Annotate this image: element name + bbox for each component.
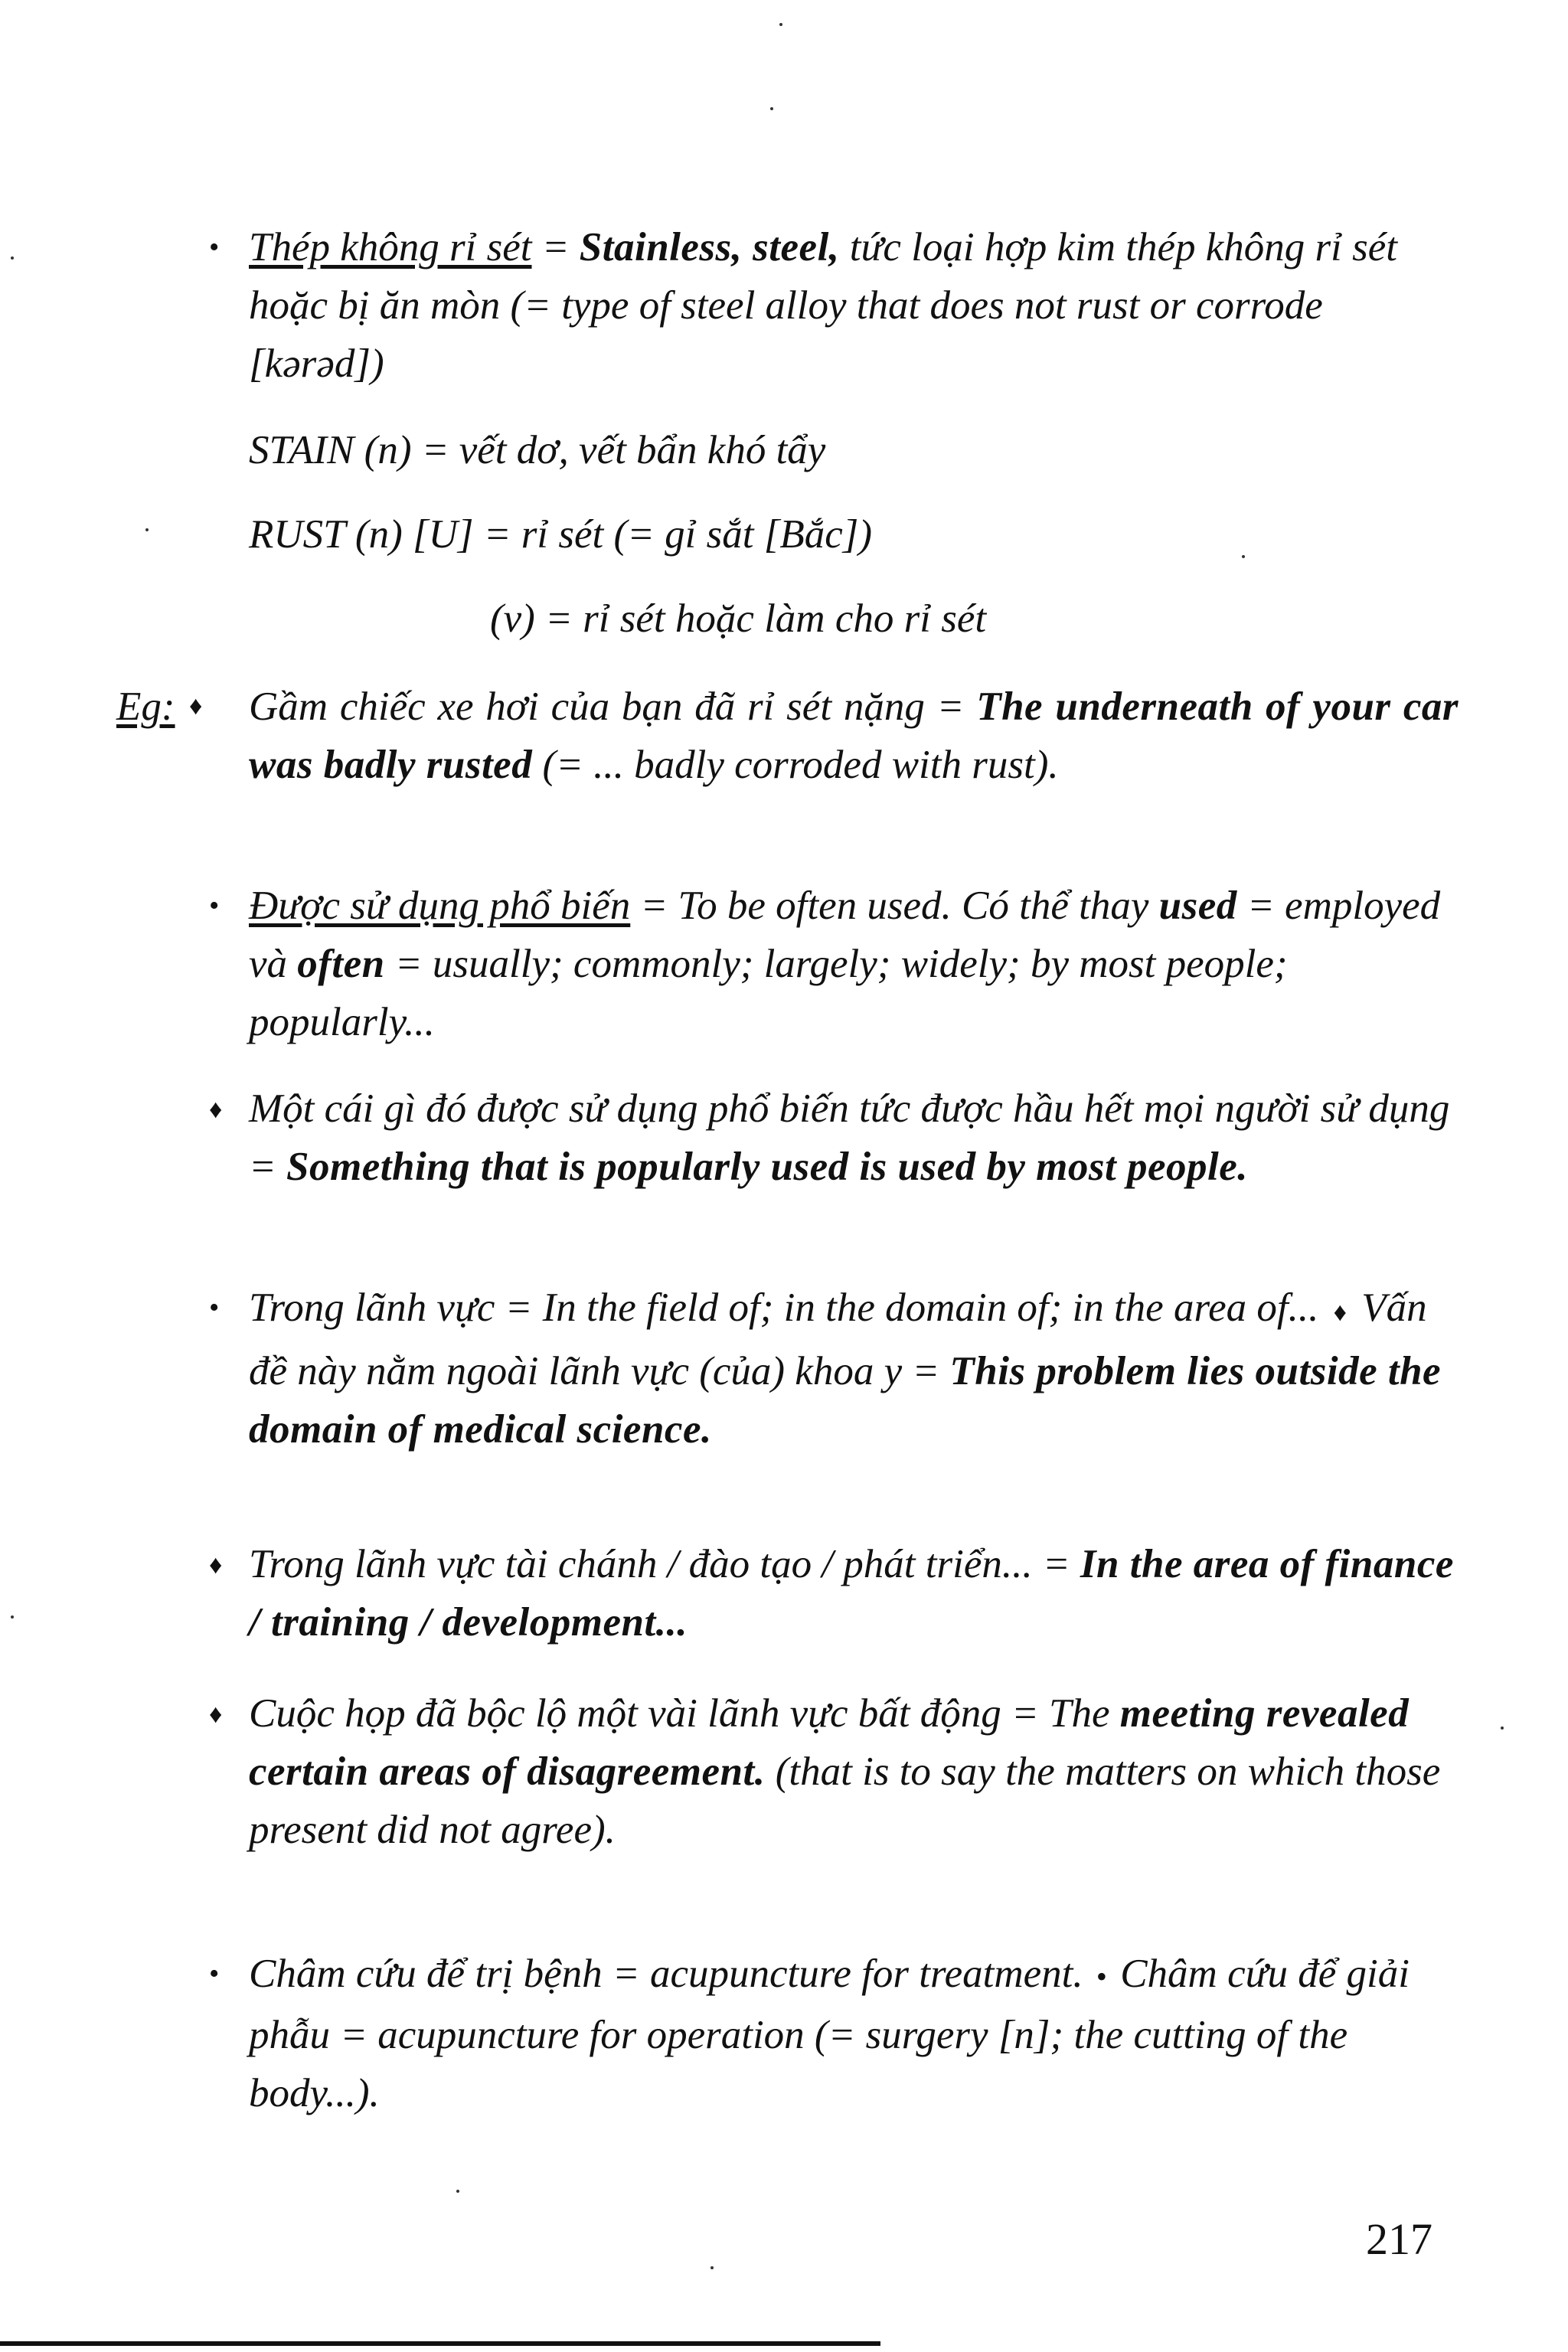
vietnamese-example: Cuộc họp đã bộc lộ một vài lãnh vực bất động = The [249, 1691, 1120, 1736]
definition-text: tức loại hợp kim thép không rỉ sét hoặc bị ăn mòn (= type of steel alloy that does not rust or corrode [kərəd]) [249, 225, 1397, 386]
bullet-icon: • [1096, 1959, 1107, 1994]
keyword-used: used [1158, 884, 1237, 928]
rust-verb-definition: (v) = rỉ sét hoặc làm cho rỉ sét [490, 596, 987, 641]
definition-text: = usually; commonly; largely; widely; by most people; popularly... [249, 942, 1288, 1044]
bullet-icon [209, 877, 219, 935]
english-example: The underneath of your car was badly rusted [249, 684, 1459, 787]
scan-speck [11, 1615, 14, 1619]
diamond-bullet-icon: ♦ [189, 692, 203, 720]
entry-popularly-used-example [249, 1080, 1459, 1196]
equals-sign: = [531, 225, 580, 270]
diamond-bullet-icon [209, 1535, 222, 1595]
vietnamese-example: Gầm chiếc xe hơi của bạn đã rỉ sét nặng = [249, 684, 977, 729]
entry-field-of [249, 1279, 1459, 1459]
scan-speck [710, 2266, 714, 2269]
example-note: (that is to say the matters on which those present did not agree). [249, 1749, 1441, 1852]
page-number: 217 [1366, 2214, 1432, 2264]
bullet-icon [209, 1279, 219, 1337]
english-example: meeting revealed certain areas of disagreement. [249, 1691, 1410, 1794]
entry-popularly-used [249, 877, 1459, 1051]
example-rust [249, 678, 1459, 794]
stain-definition: STAIN (n) = vết dơ, vết bẩn khó tẩy [249, 428, 826, 472]
scan-speck [1501, 1726, 1504, 1730]
english-example: Something that is popularly used is used by most people. [286, 1145, 1248, 1189]
scan-speck [11, 256, 14, 260]
entry-text [249, 1684, 1459, 1859]
definition-text: Trong lãnh vực = In the field of; in the domain of; in the area of... [249, 1285, 1319, 1330]
bullet-icon [209, 1945, 219, 2003]
entry-meeting-disagreement [249, 1684, 1459, 1859]
scan-speck [1242, 555, 1245, 558]
entry-text [249, 1279, 1459, 1459]
scan-speck [770, 107, 773, 110]
keyword-often: often [297, 942, 385, 986]
definition-text: = To be often used. Có thể thay [630, 884, 1159, 928]
diamond-bullet-icon [209, 1080, 222, 1139]
entry-text [249, 1080, 1459, 1196]
example-label: Eg: [116, 684, 175, 729]
vietnamese-term: Thép không rỉ sét [249, 225, 532, 270]
bottom-rule [0, 2341, 880, 2346]
diamond-bullet-icon [209, 1684, 222, 1744]
definition-text: Châm cứu để trị bệnh = acupuncture for treatment. [249, 1952, 1083, 1996]
vietnamese-example: Vấn đề này nằm ngoài lãnh vực (của) khoa y = [249, 1285, 1427, 1393]
english-term: Stainless, steel, [579, 225, 840, 270]
english-example: In the area of finance / training / development... [249, 1542, 1454, 1645]
entry-text [249, 678, 1459, 794]
rust-definition: RUST (n) [U] = rỉ sét (= gỉ sắt [Bắc]) [249, 512, 873, 557]
vietnamese-example: Một cái gì đó được sử dụng phổ biến tức được hầu hết mọi người sử dụng = [249, 1086, 1450, 1189]
scan-speck [145, 528, 149, 531]
definition-text: = employed và [249, 884, 1441, 986]
vietnamese-example: Trong lãnh vực tài chánh / đào tạo / phát triển... = [249, 1542, 1080, 1586]
entry-text [249, 1535, 1459, 1651]
entry-text [249, 877, 1459, 1051]
example-note: (= ... badly corroded with rust). [532, 743, 1059, 787]
bullet-icon [209, 218, 219, 276]
entry-stainless-steel [249, 218, 1459, 393]
scan-speck [456, 2190, 459, 2193]
vietnamese-term: Được sử dụng phổ biến [249, 884, 631, 928]
diamond-bullet-icon: ♦ [1333, 1298, 1347, 1327]
definition-text: Châm cứu để giải phẫu = acupuncture for operation (= surgery [n]; the cutting of the body...). [249, 1952, 1410, 2115]
entry-area-of-finance [249, 1535, 1459, 1651]
entry-text [249, 1945, 1459, 2122]
english-example: This problem lies outside the domain of medical science. [249, 1349, 1442, 1452]
entry-acupuncture [249, 1945, 1459, 2122]
scan-speck [779, 23, 782, 26]
entry-text [249, 218, 1459, 393]
